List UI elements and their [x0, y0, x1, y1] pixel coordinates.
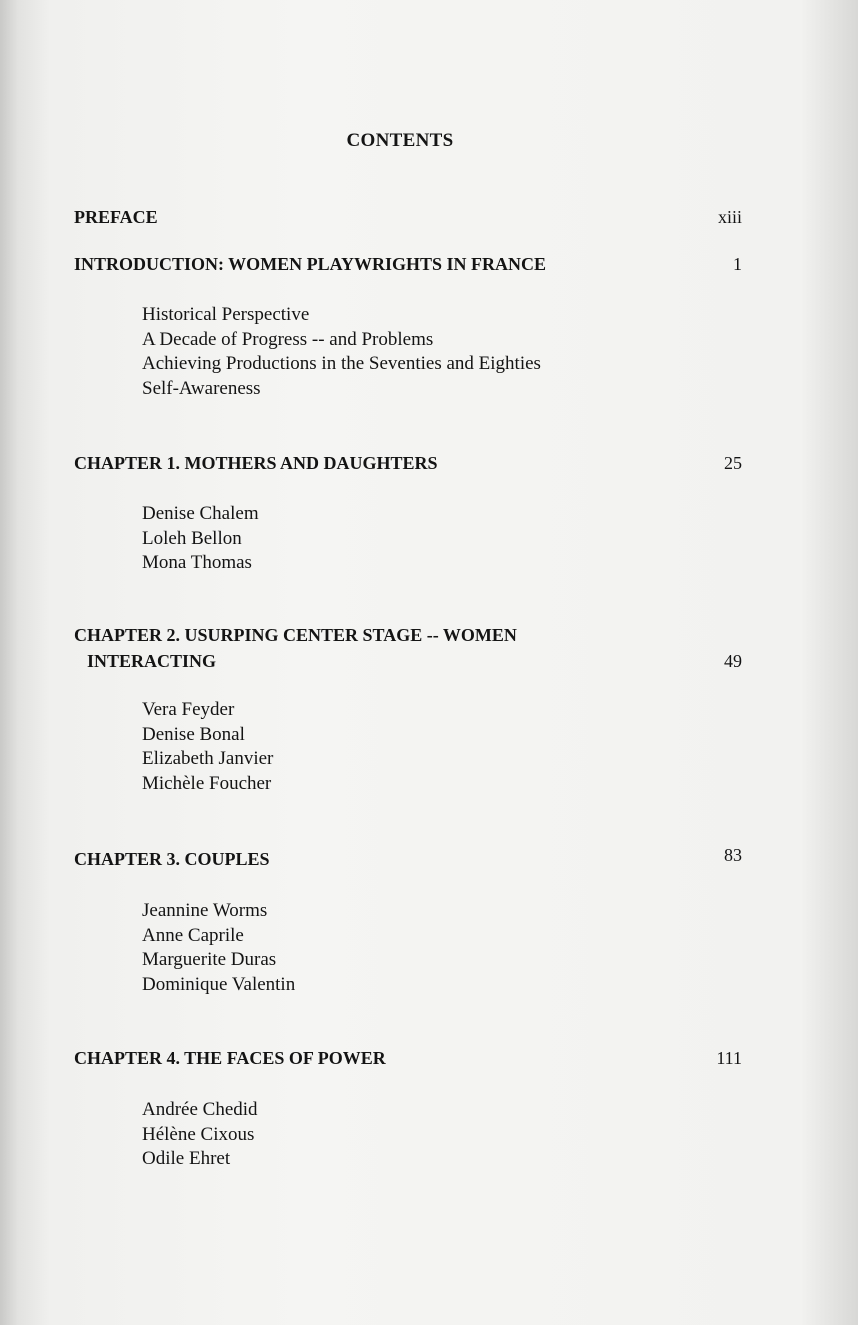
toc-subentry: Historical Perspective — [142, 304, 310, 325]
toc-entry-chapter-4 — [74, 1045, 742, 1172]
toc-subentry: Michèle Foucher — [142, 772, 272, 794]
toc-subentry: Hélène Cixous — [142, 1123, 255, 1145]
toc-subentry: Marguerite Duras — [142, 949, 277, 970]
toc-subentry: Odile Ehret — [142, 1148, 231, 1169]
toc-heading: PREFACE — [74, 207, 158, 227]
toc-subentry: Denise Bonal — [142, 723, 245, 745]
toc-subentry: A Decade of Progress -- and Problems — [142, 328, 434, 350]
toc-subentry: Jeannine Worms — [142, 900, 268, 921]
toc-subentry: Andrée Chedid — [142, 1099, 258, 1120]
toc-subentry: Self-Awareness — [142, 377, 261, 399]
toc-heading: CHAPTER 2. USURPING CENTER STAGE -- WOMEN — [74, 625, 517, 645]
toc-page-number: 49 — [724, 651, 742, 671]
toc-heading-continued: INTERACTING — [87, 651, 217, 671]
toc-heading: INTRODUCTION: WOMEN PLAYWRIGHTS IN FRANCE — [74, 254, 547, 274]
toc-subentry: Achieving Productions in the Seventies and Eighties — [142, 353, 541, 374]
toc-page-number: 1 — [733, 254, 742, 274]
toc-page-number: 111 — [716, 1048, 742, 1068]
toc-subentry: Loleh Bellon — [142, 527, 242, 549]
toc-heading: CHAPTER 4. THE FACES OF POWER — [74, 1048, 386, 1068]
toc-page-number: 83 — [724, 845, 742, 865]
toc-subentry: Anne Caprile — [142, 924, 244, 946]
toc-entry-chapter-3 — [74, 846, 742, 997]
toc-subentry: Mona Thomas — [142, 552, 252, 573]
toc-entry-chapter-1 — [74, 450, 742, 576]
page-title: CONTENTS — [346, 130, 454, 151]
toc-heading: CHAPTER 1. MOTHERS AND DAUGHTERS — [74, 453, 438, 473]
toc-subentry: Denise Chalem — [142, 503, 259, 524]
toc-page-number: 25 — [724, 453, 742, 473]
toc-subentry: Dominique Valentin — [142, 973, 296, 995]
toc-entry-preface — [74, 204, 742, 230]
toc-heading: CHAPTER 3. COUPLES — [74, 849, 270, 869]
toc-subentry: Vera Feyder — [142, 699, 235, 720]
toc-subentry: Elizabeth Janvier — [142, 748, 274, 769]
toc-entry-chapter-2 — [74, 622, 742, 796]
toc-entry-introduction — [74, 251, 742, 401]
toc-page-number: xiii — [717, 207, 742, 227]
